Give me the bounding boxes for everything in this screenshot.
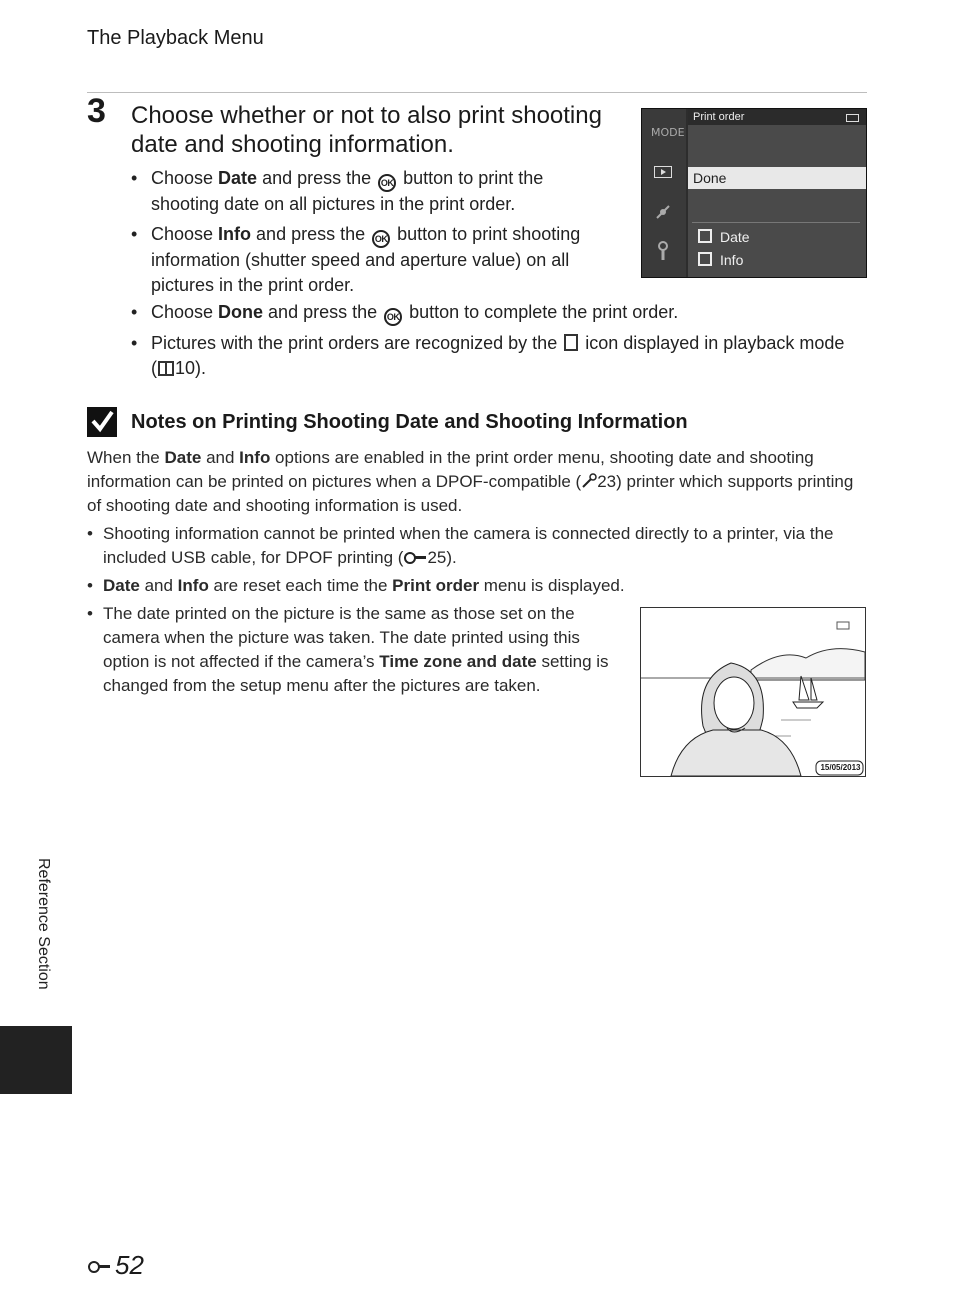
list-item: • Choose Date and press the OK button to print the shooting date on all pictures in the print order. — [131, 166, 601, 217]
note-bullets-full — [87, 522, 867, 602]
list-item: • Pictures with the print orders are recognized by the icon displayed in playback mode ( 10). — [131, 331, 851, 381]
reference-section-label: Reference Section — [35, 858, 52, 990]
menu-item-done[interactable]: Done — [688, 167, 866, 189]
step-bullets-top — [131, 166, 601, 303]
date-stamp: 15/05/2013 — [820, 763, 861, 772]
list-item: • The date printed on the picture is the same as those set on the camera when the picture was taken. The date printed using this option is not affected if the camera’s Time zone and date setting is changed from the setup menu after the pictures are taken. — [87, 602, 622, 698]
camera-screen — [641, 108, 867, 278]
satellite-icon — [654, 203, 672, 221]
menu-item-date[interactable]: Date — [698, 229, 750, 245]
menu-item-info[interactable]: Info — [698, 252, 743, 268]
menu-guide-icon — [581, 473, 597, 489]
reference-icon — [404, 552, 426, 562]
note-intro: When the Date and Info options are enabled in the print order menu, shooting date and shooting information can be printed on pictures when a DPOF-compatible ( 23) printer which supports printing of shooting date and shooting information is used. — [87, 448, 854, 515]
book-ref-icon — [158, 361, 174, 376]
ok-button-icon: OK — [384, 308, 402, 326]
checkbox-icon — [698, 252, 712, 266]
note-bullets-narrow — [87, 602, 622, 702]
note-title: Notes on Printing Shooting Date and Shooting Information — [131, 411, 688, 433]
ok-button-icon: OK — [378, 174, 396, 192]
section-title: The Playback Menu — [87, 27, 264, 49]
menu-divider — [692, 222, 860, 223]
battery-icon — [846, 114, 859, 122]
ok-button-icon: OK — [372, 230, 390, 248]
list-item: • Shooting information cannot be printed when the camera is connected directly to a printer, via the included USB cable, for DPOF printing ( 25). — [87, 522, 867, 570]
step-heading: Choose whether or not to also print shooting date and shooting information. — [131, 102, 602, 158]
reference-icon — [88, 1261, 114, 1273]
mode-label: MODE — [651, 126, 685, 139]
print-order-icon — [564, 334, 578, 351]
list-item: • Date and Info are reset each time the Print order menu is displayed. — [87, 574, 867, 598]
sample-photo-illustration — [641, 608, 865, 776]
step-bullets-bottom — [131, 300, 851, 386]
list-item: • Choose Done and press the OK button to complete the print order. — [131, 300, 851, 326]
page-number: 52 — [87, 1250, 144, 1281]
wrench-icon — [655, 241, 671, 261]
playback-icon — [654, 166, 672, 178]
menu-title: Print order — [688, 109, 866, 125]
sample-photo — [640, 607, 866, 777]
menu-sidebar — [642, 109, 686, 277]
list-item: • Choose Info and press the OK button to print shooting information (shutter speed and aperture value) on all pictures in the print order. — [131, 222, 601, 298]
header-rule — [87, 92, 867, 93]
section-tab-marker — [0, 1026, 72, 1094]
step-number: 3 — [87, 92, 106, 130]
menu-panel — [688, 109, 866, 277]
checkbox-icon — [698, 229, 712, 243]
note-check-icon — [87, 407, 117, 437]
